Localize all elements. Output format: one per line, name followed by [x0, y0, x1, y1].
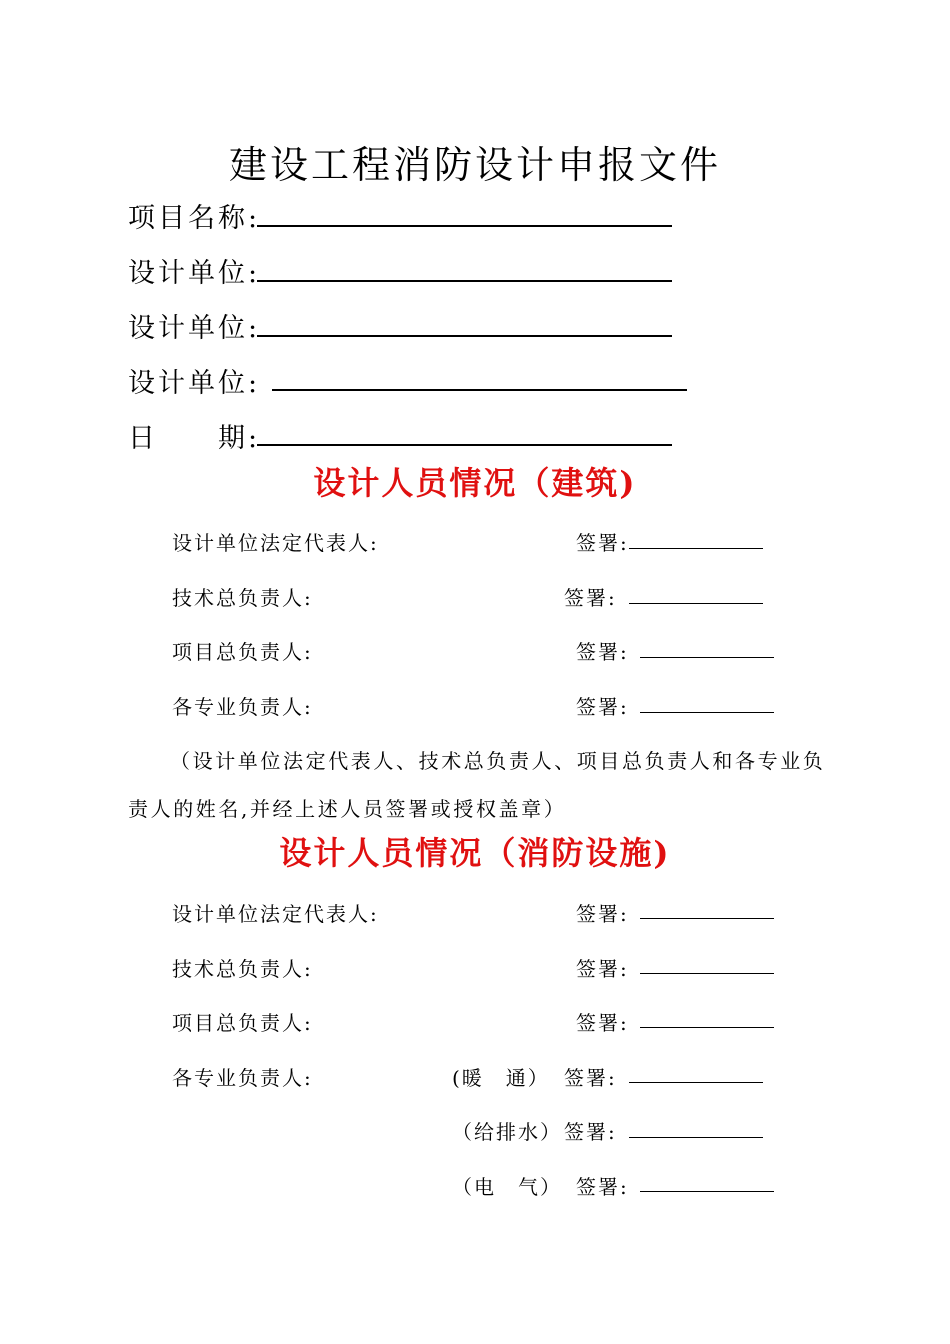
discipline-electrical: （电 气）	[452, 1175, 562, 1199]
field-line-design-unit-2[interactable]	[257, 335, 672, 337]
signature-line[interactable]	[640, 657, 774, 658]
row-label-discipline-leads: 各专业负责人:	[172, 695, 313, 719]
note-line-1: （设计单位法定代表人、技术总负责人、项目总负责人和各专业负	[170, 749, 826, 773]
field-line-project-name[interactable]	[257, 225, 672, 227]
row-label-project-lead: 项目总负责人:	[172, 640, 313, 664]
sign-label: 签署:	[576, 695, 629, 719]
sign-label: 签署:	[576, 1175, 629, 1199]
sign-label: 签署:	[576, 902, 629, 926]
discipline-hvac: (暖 通）	[452, 1066, 550, 1090]
signature-line[interactable]	[629, 1137, 763, 1138]
field-line-date[interactable]	[257, 444, 672, 446]
sign-label: 签署:	[564, 586, 617, 610]
sign-label: 签署:	[576, 640, 629, 664]
field-label-design-unit-3: 设计单位:	[128, 368, 261, 399]
row-label-project-lead: 项目总负责人:	[172, 1011, 313, 1035]
row-label-technical-lead: 技术总负责人:	[172, 586, 313, 610]
document-title: 建设工程消防设计申报文件	[228, 143, 721, 187]
sign-label: 签署:	[576, 531, 629, 555]
note-line-2: 责人的姓名,并经上述人员签署或授权盖章）	[128, 797, 567, 821]
sign-label: 签署:	[564, 1120, 617, 1144]
discipline-plumbing: （给排水）	[452, 1120, 562, 1144]
signature-line[interactable]	[640, 712, 774, 713]
row-label-legal-rep: 设计单位法定代表人:	[172, 531, 379, 555]
signature-line[interactable]	[640, 1027, 774, 1028]
sign-label: 签署:	[576, 1011, 629, 1035]
sign-label: 签署:	[564, 1066, 617, 1090]
signature-line[interactable]	[640, 918, 774, 919]
field-label-project-name: 项目名称:	[128, 203, 261, 234]
signature-line[interactable]	[640, 973, 774, 974]
row-label-discipline-leads: 各专业负责人:	[172, 1066, 313, 1090]
signature-line[interactable]	[629, 548, 763, 549]
field-line-design-unit-1[interactable]	[257, 280, 672, 282]
signature-line[interactable]	[640, 1191, 774, 1192]
row-label-legal-rep: 设计单位法定代表人:	[172, 902, 379, 926]
signature-line[interactable]	[629, 1082, 763, 1083]
field-label-design-unit-1: 设计单位:	[128, 258, 261, 289]
sign-label: 签署:	[576, 957, 629, 981]
field-line-design-unit-3[interactable]	[272, 389, 687, 391]
field-label-design-unit-2: 设计单位:	[128, 313, 261, 344]
row-label-technical-lead: 技术总负责人:	[172, 957, 313, 981]
section-heading-architecture: 设计人员情况（建筑)	[313, 464, 637, 502]
signature-line[interactable]	[629, 603, 763, 604]
section-heading-fire-facilities: 设计人员情况（消防设施)	[279, 834, 671, 872]
field-label-date: 日 期:	[128, 423, 261, 454]
